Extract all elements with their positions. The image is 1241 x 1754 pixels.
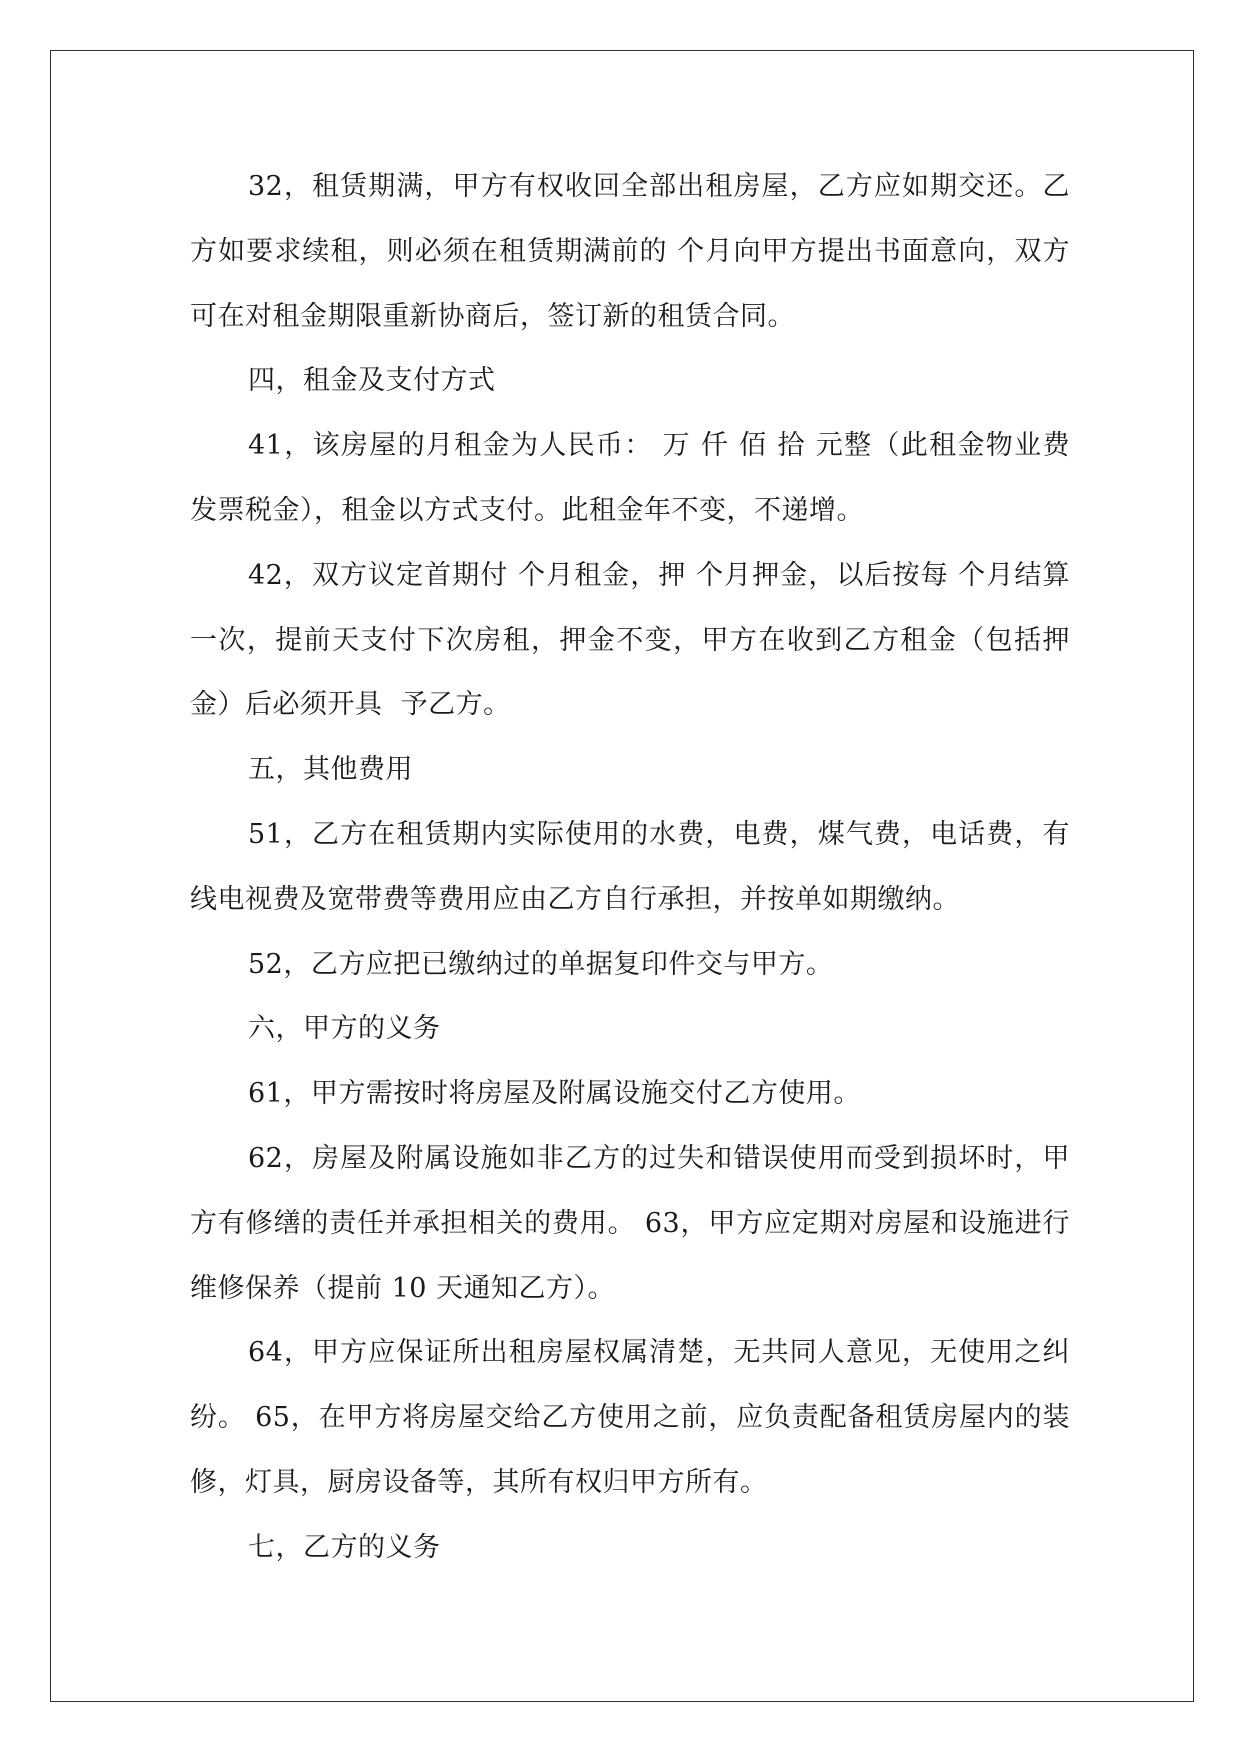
document-body [190,155,1070,1581]
section-heading-party-b-obligations: 七，乙方的义务 [248,1531,441,1563]
section-heading-rent-payment: 四，租金及支付方式 [248,365,496,397]
clause-61: 61，甲方需按时将房屋及附属设施交付乙方使用。 [248,1078,861,1110]
clause-32: 32，租赁期满，甲方有权收回全部出租房屋，乙方应如期交还。乙方如要求续租，则必须在租赁期满前的 个月向甲方提出书面意向，双方可在对租金期限重新协商后，签订新的租赁合同。 [190,171,1070,332]
section-heading-party-a-obligations: 六，甲方的义务 [248,1013,441,1045]
clause-62-63: 62，房屋及附属设施如非乙方的过失和错误使用而受到损坏时，甲方有修缮的责任并承担相关的费用。 63，甲方应定期对房屋和设施进行维修保养（提前 10 天通知乙方）。 [190,1142,1070,1304]
clause-52: 52，乙方应把已缴纳过的单据复印件交与甲方。 [248,948,834,980]
section-heading-other-fees: 五，其他费用 [248,754,413,786]
clause-41: 41，该房屋的月租金为人民币： 万 仟 佰 拾 元整（此租金物业费发票税金），租金以方式支付。此租金年不变，不递增。 [190,430,1070,526]
clause-51: 51，乙方在租赁期内实际使用的水费，电费，煤气费，电话费，有线电视费及宽带费等费用应由乙方自行承担，并按单如期缴纳。 [190,818,1070,915]
clause-64-65: 64，甲方应保证所出租房屋权属清楚，无共同人意见，无使用之纠纷。 65，在甲方将房屋交给乙方使用之前，应负责配备租赁房屋内的装修，灯具，厨房设备等，其所有权归甲方所有。 [190,1337,1070,1498]
clause-42: 42，双方议定首期付 个月租金，押 个月押金，以后按每 个月结算一次，提前天支付下次房租，押金不变，甲方在收到乙方租金（包括押金）后必须开具 予乙方。 [190,559,1070,721]
